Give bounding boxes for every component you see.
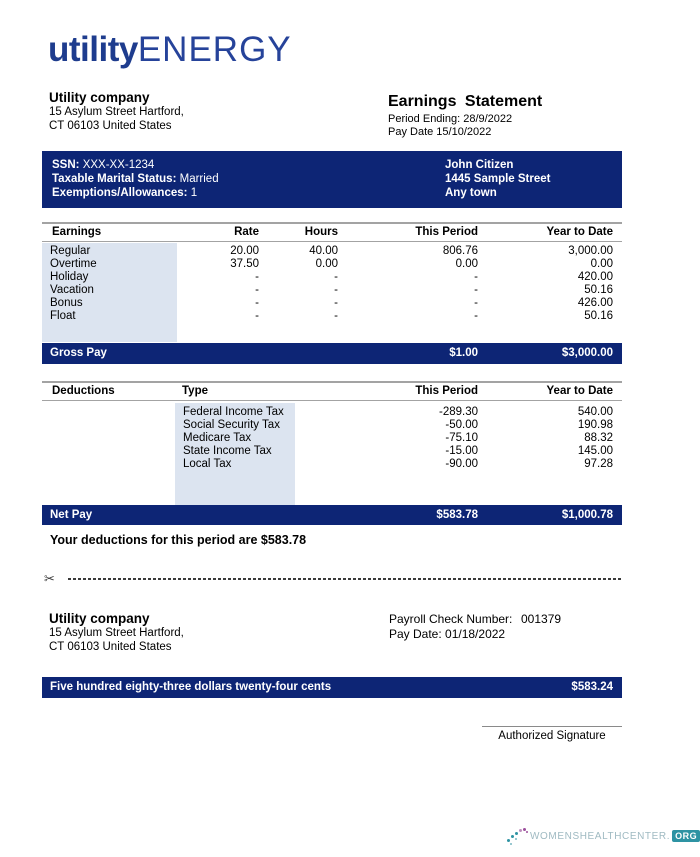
ssn-label: SSN:: [52, 159, 80, 171]
check-amount: $583.24: [571, 681, 613, 693]
gross-pay-label: Gross Pay: [50, 347, 107, 359]
gross-pay-bar: [42, 343, 622, 364]
exemptions-value: 1: [190, 187, 198, 199]
table-row: Holiday - - - 420.00: [50, 271, 613, 283]
deductions-col-header: Deductions: [52, 385, 115, 397]
cut-line: [42, 570, 622, 586]
table-row: Local Tax -90.00 97.28: [183, 458, 613, 470]
marital-label: Taxable Marital Status:: [52, 173, 177, 185]
check-employer-address-line1: 15 Asylum Street Hartford,: [49, 627, 184, 639]
employee-address-block: [445, 158, 550, 200]
deductions-summary-note: Your deductions for this period are $583.78: [50, 533, 307, 547]
gross-pay-ytd: $3,000.00: [561, 347, 613, 359]
gross-pay-this-period: $1.00: [449, 347, 478, 359]
company-logo: [48, 30, 292, 70]
watermark: [506, 826, 700, 846]
amount-in-words: Five hundred eighty-three dollars twenty-four cents: [50, 681, 332, 693]
employee-info-block: [42, 151, 622, 208]
deductions-table-body: [42, 403, 622, 505]
scissors-icon: ✂: [44, 571, 55, 586]
check-pay-date-line: Pay Date: 01/18/2022: [389, 627, 506, 641]
payroll-check-number-line: [389, 612, 561, 627]
table-row: State Income Tax -15.00 145.00: [183, 445, 613, 457]
net-pay-label: Net Pay: [50, 509, 93, 521]
exemptions-label: Exemptions/Allowances:: [52, 187, 188, 199]
pay-date: Pay Date 15/10/2022: [388, 126, 492, 138]
deductions-table-header: [42, 381, 622, 401]
earnings-col-header: Earnings: [52, 226, 102, 238]
ssn-value: XXX-XX-1234: [82, 159, 155, 171]
net-pay-ytd: $1,000.78: [561, 509, 613, 521]
check-employer-address-line2: CT 06103 United States: [49, 640, 172, 653]
payroll-check-number-label: Payroll Check Number:: [389, 612, 513, 626]
payroll-check-info: [389, 612, 561, 642]
payroll-check-number-value: 001379: [521, 612, 562, 626]
table-row: Social Security Tax -50.00 190.98: [183, 419, 613, 431]
table-row: Float - - - 50.16: [50, 310, 613, 322]
this-period-col-header: This Period: [415, 226, 478, 238]
table-row: Regular 20.00 40.00 806.76 3,000.00: [50, 245, 613, 257]
logo-text-bold: utility: [48, 30, 138, 69]
employer-address-line1: 15 Asylum Street Hartford,: [49, 106, 184, 118]
earnings-table-header: [42, 222, 622, 242]
authorized-signature-line: Authorized Signature: [482, 726, 622, 742]
marital-value: Married: [179, 173, 219, 185]
hours-col-header: Hours: [304, 226, 338, 238]
check-employer-name: Utility company: [49, 611, 150, 626]
table-row: Bonus - - - 426.00: [50, 297, 613, 309]
employer-address-line2: CT 06103 United States: [49, 119, 172, 132]
ytd-col-header: Year to Date: [546, 385, 613, 397]
employer-name: Utility company: [49, 90, 150, 105]
type-col-header: Type: [182, 385, 208, 397]
check-employer-address-block: [49, 611, 184, 654]
dashed-divider: [68, 578, 622, 580]
logo-text-light: ENERGY: [137, 30, 292, 69]
employee-address-line1: 1445 Sample Street: [445, 173, 551, 185]
dotted-spiral-icon: [506, 826, 530, 846]
statement-header: [388, 93, 542, 139]
period-ending: Period Ending: 28/9/2022: [388, 113, 513, 125]
amount-words-bar: [42, 677, 622, 698]
employee-name: John Citizen: [445, 159, 514, 171]
table-row: Federal Income Tax -289.30 540.00: [183, 406, 613, 418]
statement-title: Earnings Statement: [388, 93, 543, 110]
this-period-col-header: This Period: [415, 385, 478, 397]
earnings-table-body: [42, 243, 622, 342]
employee-address-line2: Any town: [445, 187, 497, 199]
ytd-col-header: Year to Date: [546, 226, 613, 238]
rate-col-header: Rate: [234, 226, 259, 238]
table-row: Overtime 37.50 0.00 0.00 0.00: [50, 258, 613, 270]
watermark-org-badge: ORG: [672, 830, 700, 842]
net-pay-bar: [42, 505, 622, 525]
table-row: Medicare Tax -75.10 88.32: [183, 432, 613, 444]
watermark-text: WOMENSHEALTHCENTER.: [530, 830, 671, 842]
employer-address-block: [49, 90, 184, 133]
net-pay-this-period: $583.78: [436, 509, 478, 521]
table-row: Vacation - - - 50.16: [50, 284, 613, 296]
